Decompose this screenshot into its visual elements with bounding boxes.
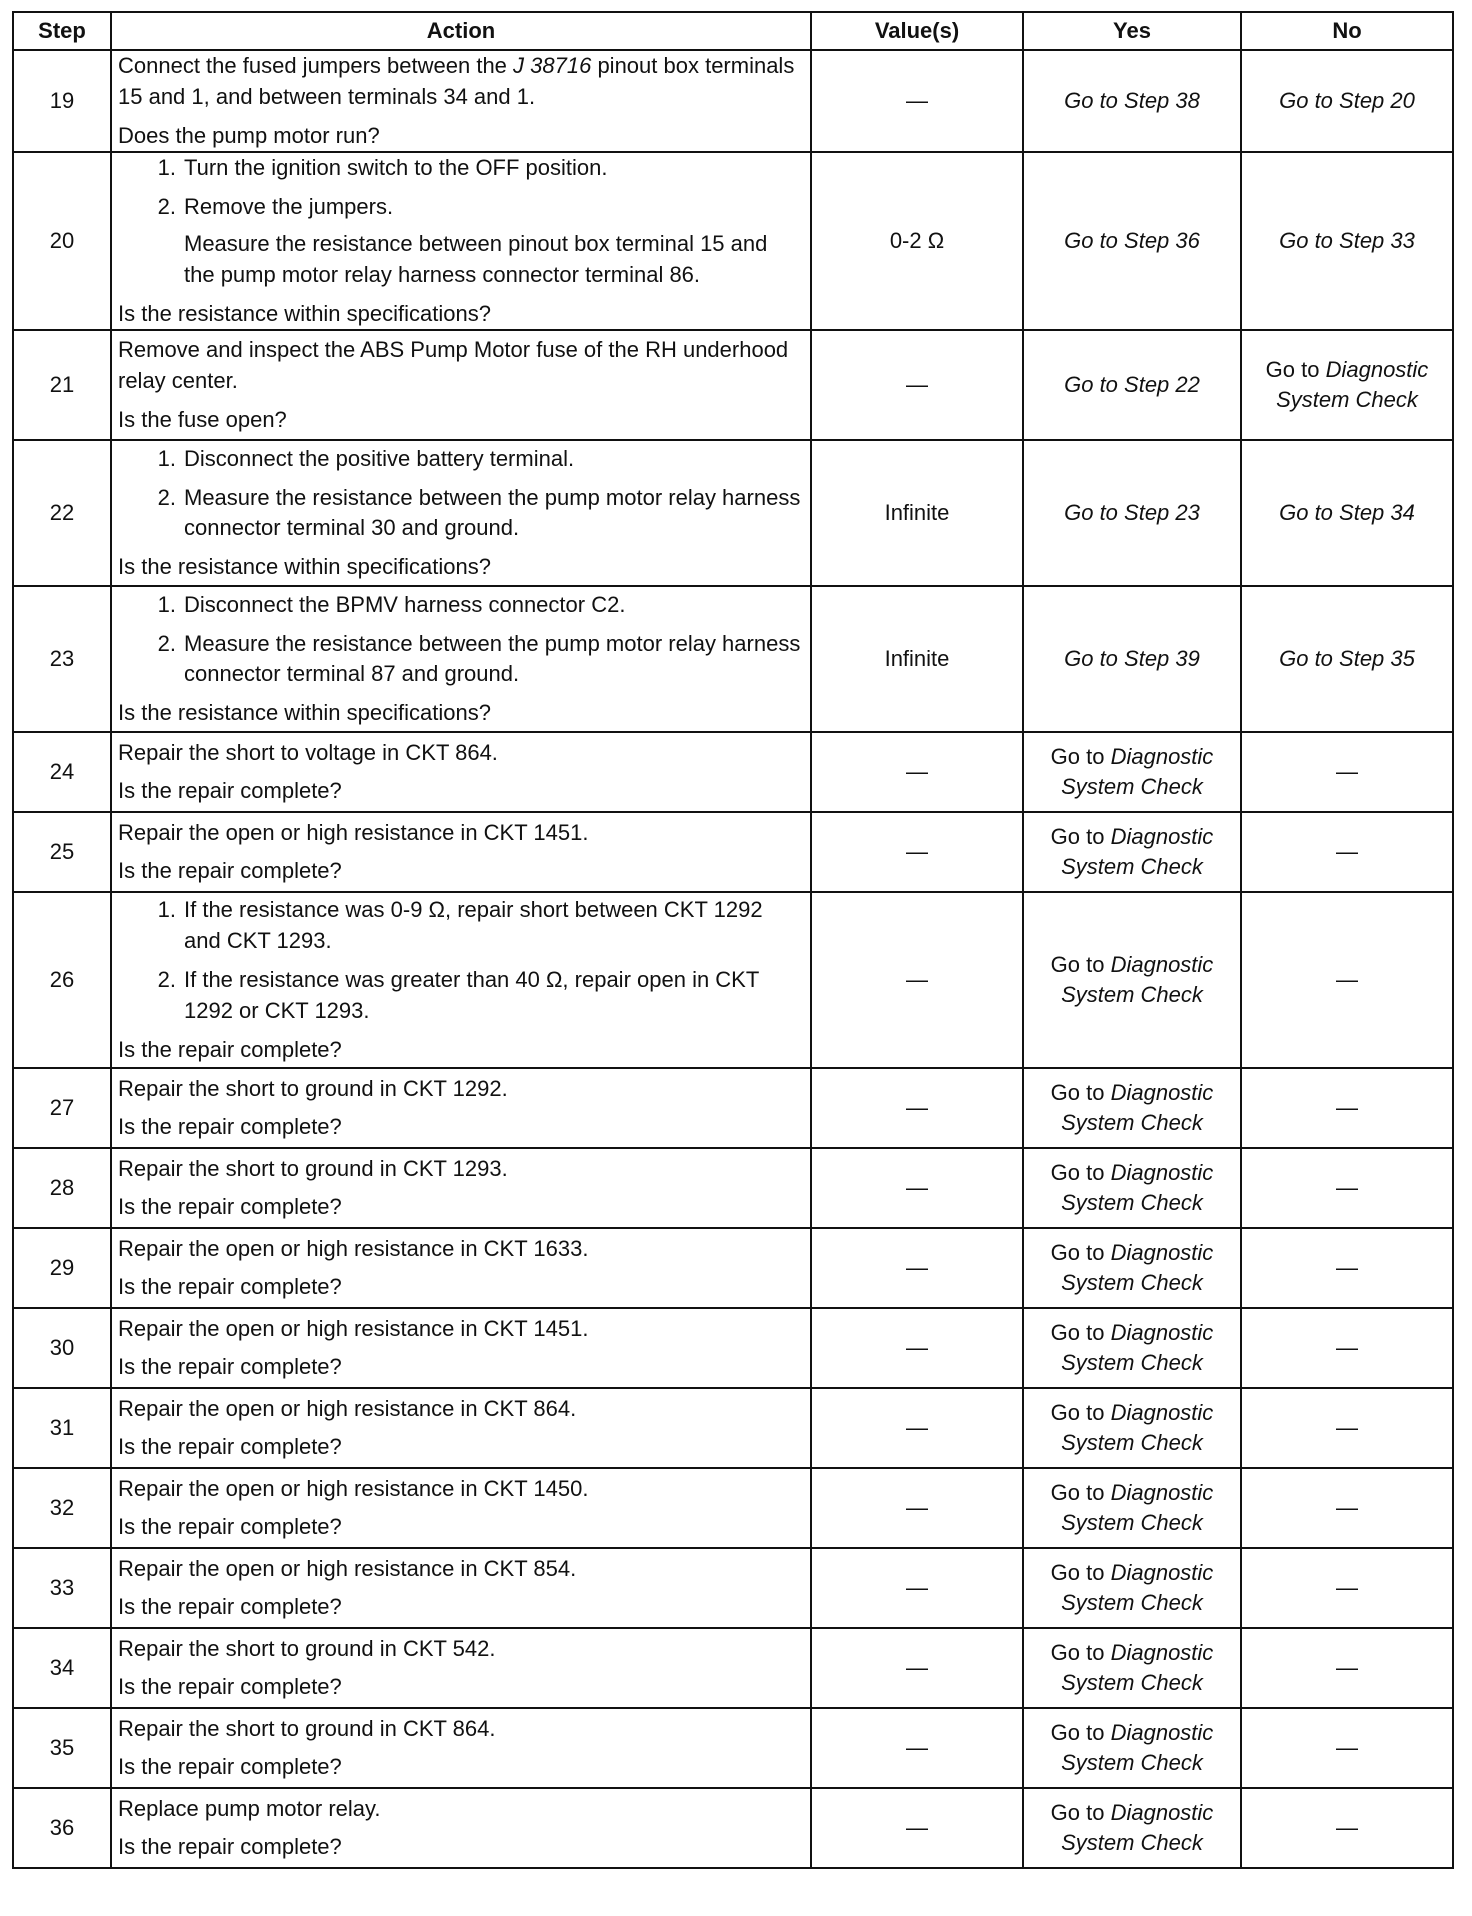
step-number: 27: [13, 1068, 111, 1148]
yes-link: Diagnostic System Check: [1061, 1799, 1214, 1856]
step-number: 36: [13, 1788, 111, 1868]
no-cell: —: [1241, 1068, 1453, 1148]
action-question: Is the repair complete?: [118, 1274, 342, 1300]
table-row: [13, 440, 1453, 586]
action-step-item: 1. If the resistance was 0-9 Ω, repair short between CKT 1292 and CKT 1293.: [157, 897, 763, 954]
step-number: 34: [13, 1628, 111, 1708]
no-cell: —: [1241, 1388, 1453, 1468]
value-cell: —: [811, 50, 1023, 152]
table-row: [13, 1708, 1453, 1788]
yes-cell: [1023, 152, 1241, 330]
yes-link: Diagnostic System Check: [1061, 743, 1214, 800]
action-text: Repair the open or high resistance in CKT 1633.: [118, 1235, 589, 1261]
action-steps: [118, 153, 804, 223]
tool-name: J 38716: [513, 53, 592, 78]
value-cell: —: [811, 330, 1023, 440]
header-action: Action: [111, 12, 811, 50]
no-cell: —: [1241, 1788, 1453, 1868]
action-cell: [111, 1068, 811, 1148]
table-row: [13, 1548, 1453, 1628]
no-cell: —: [1241, 812, 1453, 892]
action-question: Is the repair complete?: [118, 1194, 342, 1220]
table-row: [13, 1068, 1453, 1148]
action-question: Is the repair complete?: [118, 1594, 342, 1620]
action-step-item: 2. Measure the resistance between the pump motor relay harness connector terminal 87 and ground.: [157, 630, 801, 687]
action-cell: [111, 1388, 811, 1468]
yes-link: Diagnostic System Check: [1061, 1719, 1214, 1776]
action-text: Repair the short to ground in CKT 542.: [118, 1635, 496, 1661]
table-row: [13, 732, 1453, 812]
table-row: [13, 1468, 1453, 1548]
action-steps: [118, 590, 804, 690]
action-question: Is the repair complete?: [118, 1754, 342, 1780]
yes-link: Go to Step 22: [1064, 371, 1200, 397]
step-number: 25: [13, 812, 111, 892]
no-cell: —: [1241, 1628, 1453, 1708]
table-row: [13, 586, 1453, 732]
no-cell: Go to Diagnostic System Check: [1241, 330, 1453, 440]
yes-cell: Go to Diagnostic System Check: [1023, 1068, 1241, 1148]
step-number: 23: [13, 586, 111, 732]
yes-cell: Go to Diagnostic System Check: [1023, 1228, 1241, 1308]
action-step-item: 2. If the resistance was greater than 40 Ω, repair open in CKT 1292 or CKT 1293.: [157, 966, 759, 1023]
action-question: Is the repair complete?: [118, 778, 342, 804]
action-cell: [111, 1708, 811, 1788]
header-row: [13, 12, 1453, 50]
table-row: [13, 1628, 1453, 1708]
yes-cell: Go to Diagnostic System Check: [1023, 812, 1241, 892]
value-cell: —: [811, 1068, 1023, 1148]
table-row: [13, 1228, 1453, 1308]
no-cell: [1241, 586, 1453, 732]
action-question: Is the repair complete?: [118, 1354, 342, 1380]
action-cell: [111, 1788, 811, 1868]
no-link: Go to Step 33: [1279, 227, 1415, 253]
action-question: Is the repair complete?: [118, 858, 342, 884]
header-step: Step: [13, 12, 111, 50]
value-cell: —: [811, 1228, 1023, 1308]
yes-cell: Go to Diagnostic System Check: [1023, 1628, 1241, 1708]
table-row: [13, 330, 1453, 440]
yes-link: Go to Step 36: [1064, 227, 1200, 253]
value-cell: —: [811, 1628, 1023, 1708]
table-row: [13, 1788, 1453, 1868]
step-number: 24: [13, 732, 111, 812]
action-cell: [111, 50, 811, 152]
yes-cell: Go to Diagnostic System Check: [1023, 1388, 1241, 1468]
action-question: Is the repair complete?: [118, 1114, 342, 1140]
yes-link: Go to Step 23: [1064, 499, 1200, 525]
step-number: 32: [13, 1468, 111, 1548]
value-cell: —: [811, 892, 1023, 1068]
yes-cell: Go to Diagnostic System Check: [1023, 1708, 1241, 1788]
yes-link: Diagnostic System Check: [1061, 951, 1214, 1008]
no-cell: —: [1241, 732, 1453, 812]
no-cell: —: [1241, 1708, 1453, 1788]
value-cell: —: [811, 1468, 1023, 1548]
action-question: Is the resistance within specifications?: [118, 554, 491, 580]
diagnostic-table: [12, 11, 1454, 1869]
action-step-item: 1. Disconnect the positive battery terminal.: [157, 445, 575, 471]
yes-link: Diagnostic System Check: [1061, 1479, 1214, 1536]
action-step-item: 2. Measure the resistance between the pump motor relay harness connector terminal 30 and ground.: [157, 484, 801, 541]
step-number: 30: [13, 1308, 111, 1388]
action-question: Is the repair complete?: [118, 1514, 342, 1540]
action-text: Repair the open or high resistance in CKT 1451.: [118, 819, 589, 845]
yes-link: Diagnostic System Check: [1061, 1159, 1214, 1216]
step-number: 26: [13, 892, 111, 1068]
value-cell: 0-2 Ω: [811, 152, 1023, 330]
step-number: 31: [13, 1388, 111, 1468]
no-cell: —: [1241, 1308, 1453, 1388]
yes-link: Diagnostic System Check: [1061, 1079, 1214, 1136]
yes-cell: Go to Diagnostic System Check: [1023, 1308, 1241, 1388]
action-question: Is the fuse open?: [118, 406, 287, 432]
yes-cell: Go to Diagnostic System Check: [1023, 1548, 1241, 1628]
action-text: Repair the short to ground in CKT 1292.: [118, 1075, 508, 1101]
value-cell: —: [811, 1148, 1023, 1228]
action-step-item: 1. Disconnect the BPMV harness connector C2.: [157, 591, 626, 617]
value-cell: —: [811, 812, 1023, 892]
header-yes: Yes: [1023, 12, 1241, 50]
value-cell: —: [811, 1788, 1023, 1868]
no-link: Go to Step 35: [1279, 645, 1415, 671]
table-row: [13, 1148, 1453, 1228]
action-note: Measure the resistance between pinout box terminal 15 and the pump motor relay harness connector terminal 86.: [184, 230, 768, 287]
action-cell: [111, 892, 811, 1068]
action-steps: [118, 444, 804, 544]
yes-link: Diagnostic System Check: [1061, 1399, 1214, 1456]
action-cell: [111, 1628, 811, 1708]
table-row: [13, 152, 1453, 330]
value-cell: —: [811, 732, 1023, 812]
action-question: Is the resistance within specifications?: [118, 700, 491, 726]
no-link: Go to Step 20: [1279, 87, 1415, 113]
action-text: Repair the open or high resistance in CKT 1450.: [118, 1475, 589, 1501]
yes-link: Go to Step 38: [1064, 87, 1200, 113]
action-cell: [111, 440, 811, 586]
yes-link: Diagnostic System Check: [1061, 1639, 1214, 1696]
value-cell: Infinite: [811, 440, 1023, 586]
action-text: Repair the short to ground in CKT 864.: [118, 1715, 496, 1741]
value-cell: —: [811, 1708, 1023, 1788]
yes-link: Diagnostic System Check: [1061, 1319, 1214, 1376]
action-text: Repair the short to voltage in CKT 864.: [118, 739, 498, 765]
action-cell: [111, 1308, 811, 1388]
action-question: Is the repair complete?: [118, 1674, 342, 1700]
yes-link: Go to Step 39: [1064, 645, 1200, 671]
yes-cell: [1023, 330, 1241, 440]
value-cell: Infinite: [811, 586, 1023, 732]
yes-cell: Go to Diagnostic System Check: [1023, 1788, 1241, 1868]
no-cell: [1241, 440, 1453, 586]
yes-cell: [1023, 586, 1241, 732]
table-row: [13, 50, 1453, 152]
value-cell: —: [811, 1388, 1023, 1468]
yes-cell: Go to Diagnostic System Check: [1023, 892, 1241, 1068]
step-number: 35: [13, 1708, 111, 1788]
no-cell: [1241, 152, 1453, 330]
step-number: 33: [13, 1548, 111, 1628]
step-number: 20: [13, 152, 111, 330]
header-values: Value(s): [811, 12, 1023, 50]
no-link: Go to Step 34: [1279, 499, 1415, 525]
yes-link: Diagnostic System Check: [1061, 1559, 1214, 1616]
action-cell: [111, 1148, 811, 1228]
value-cell: —: [811, 1308, 1023, 1388]
action-question: Is the repair complete?: [118, 1434, 342, 1460]
action-text: Replace pump motor relay.: [118, 1795, 381, 1821]
step-number: 28: [13, 1148, 111, 1228]
yes-link: Diagnostic System Check: [1061, 1239, 1214, 1296]
no-cell: —: [1241, 1468, 1453, 1548]
no-cell: —: [1241, 1548, 1453, 1628]
action-question: Is the repair complete?: [118, 1834, 342, 1860]
action-question: Does the pump motor run?: [118, 122, 380, 148]
action-text: Repair the open or high resistance in CKT 1451.: [118, 1315, 589, 1341]
action-text: Repair the short to ground in CKT 1293.: [118, 1155, 508, 1181]
step-number: 19: [13, 50, 111, 152]
yes-link: Diagnostic System Check: [1061, 823, 1214, 880]
no-cell: —: [1241, 1228, 1453, 1308]
yes-cell: Go to Diagnostic System Check: [1023, 732, 1241, 812]
step-number: 29: [13, 1228, 111, 1308]
yes-cell: Go to Diagnostic System Check: [1023, 1468, 1241, 1548]
action-cell: [111, 1228, 811, 1308]
action-cell: [111, 732, 811, 812]
yes-cell: [1023, 440, 1241, 586]
yes-cell: [1023, 50, 1241, 152]
action-cell: [111, 812, 811, 892]
action-question: Is the resistance within specifications?: [118, 300, 491, 326]
no-link: Diagnostic System Check: [1276, 356, 1429, 413]
no-cell: —: [1241, 1148, 1453, 1228]
action-cell: [111, 1548, 811, 1628]
table-row: [13, 892, 1453, 1068]
action-text: Connect the fused jumpers between the J 38716 pinout box terminals 15 and 1, and between terminals 34 and 1.: [118, 53, 795, 109]
no-cell: [1241, 50, 1453, 152]
no-cell: —: [1241, 892, 1453, 1068]
yes-cell: Go to Diagnostic System Check: [1023, 1148, 1241, 1228]
action-steps: [118, 895, 804, 1026]
action-question: Is the repair complete?: [118, 1036, 342, 1062]
action-step-item: 2. Remove the jumpers.: [157, 194, 394, 220]
action-cell: [111, 586, 811, 732]
action-cell: [111, 152, 811, 330]
action-cell: [111, 330, 811, 440]
value-cell: —: [811, 1548, 1023, 1628]
table-row: [13, 1388, 1453, 1468]
table-row: [13, 812, 1453, 892]
action-text: Remove and inspect the ABS Pump Motor fuse of the RH underhood relay center.: [118, 337, 789, 393]
action-text: Repair the open or high resistance in CKT 854.: [118, 1555, 577, 1581]
step-number: 21: [13, 330, 111, 440]
action-text: Repair the open or high resistance in CKT 864.: [118, 1395, 577, 1421]
action-cell: [111, 1468, 811, 1548]
action-step-item: 1. Turn the ignition switch to the OFF position.: [157, 155, 608, 181]
header-no: No: [1241, 12, 1453, 50]
step-number: 22: [13, 440, 111, 586]
table-row: [13, 1308, 1453, 1388]
